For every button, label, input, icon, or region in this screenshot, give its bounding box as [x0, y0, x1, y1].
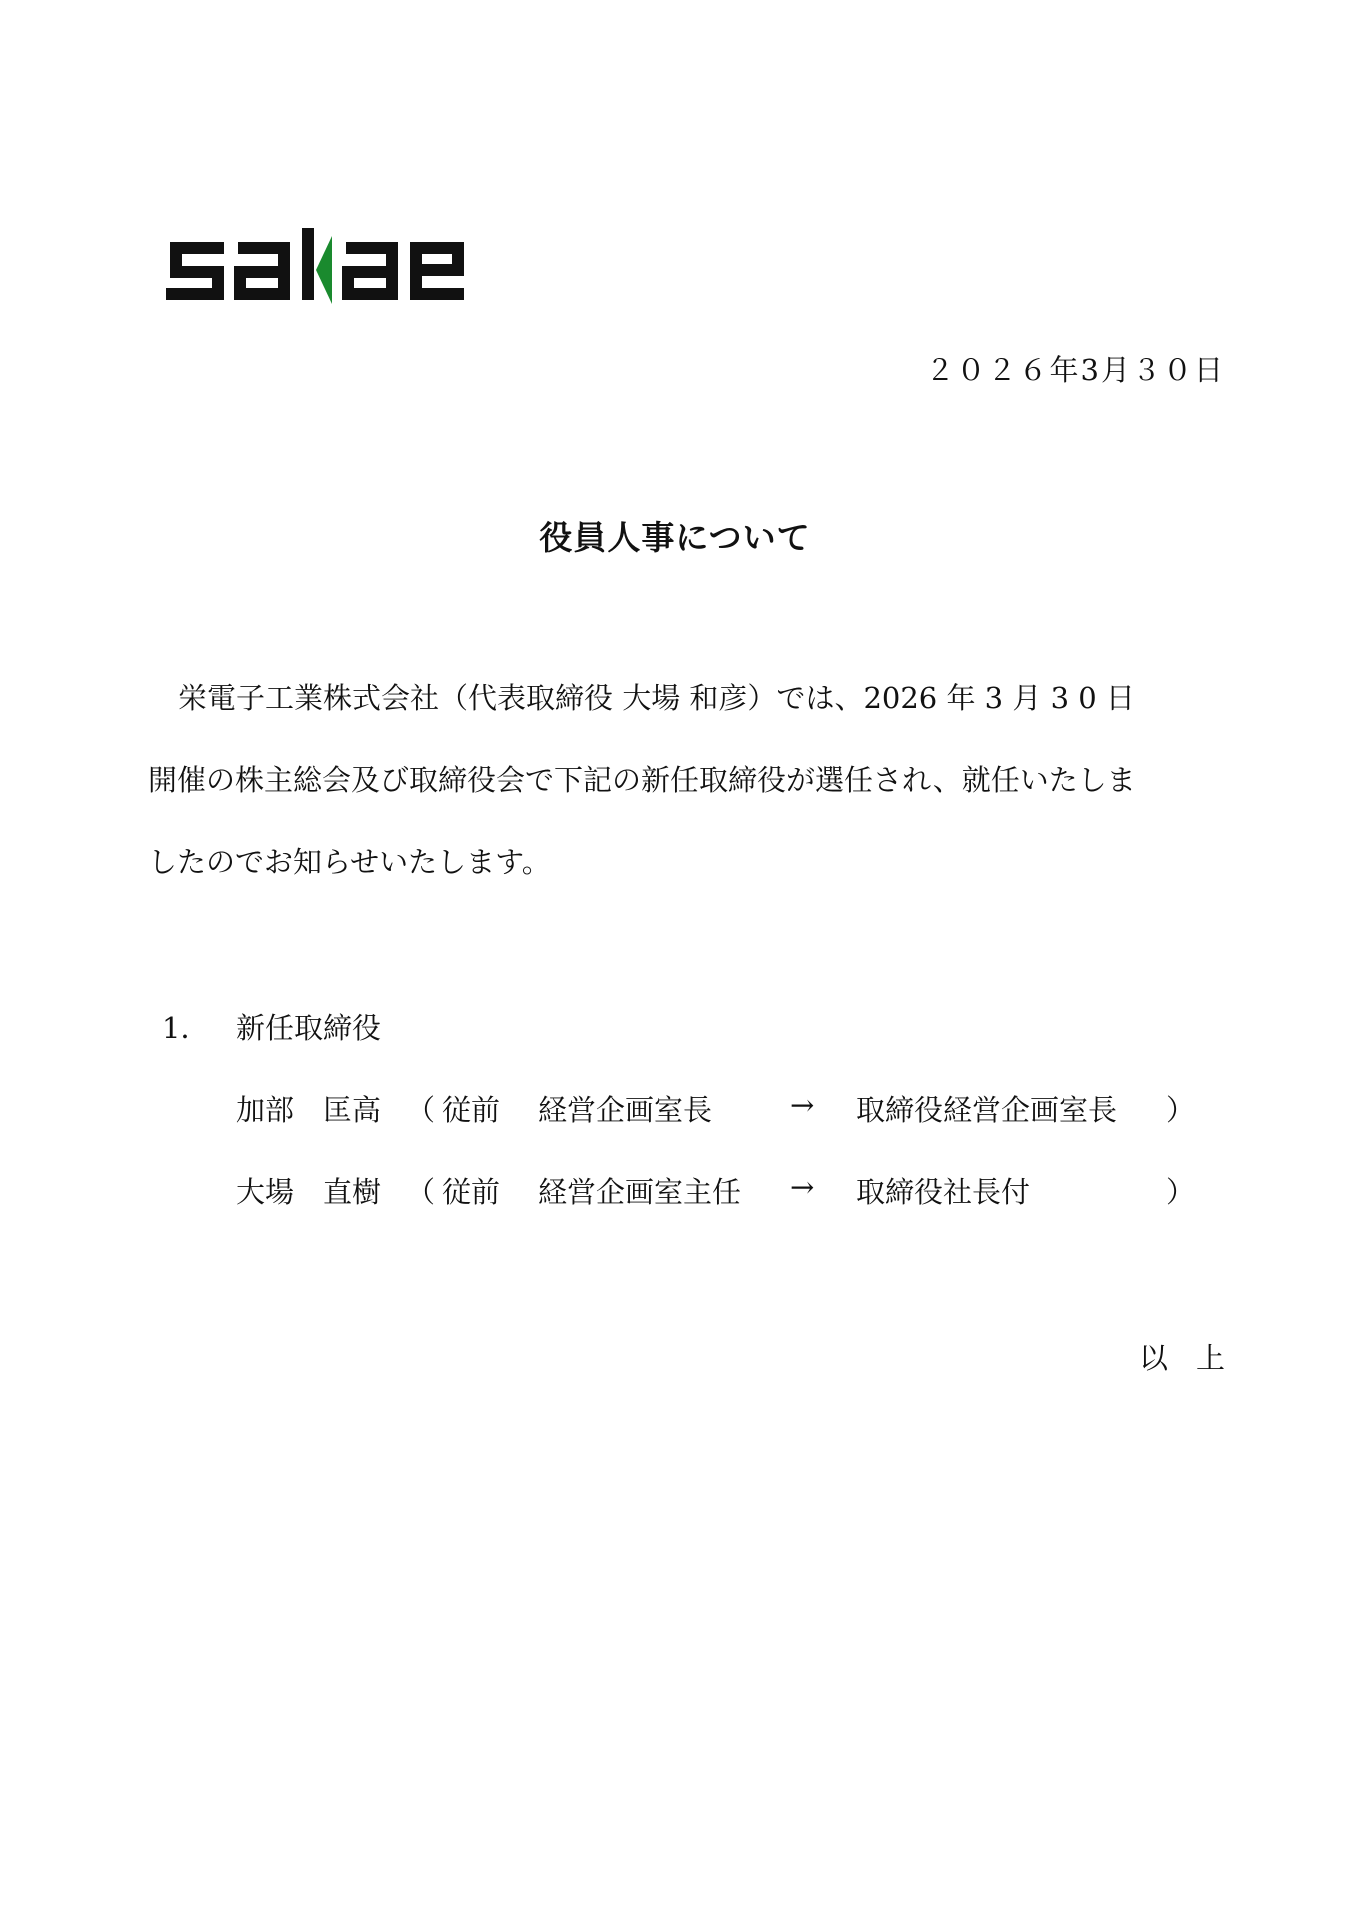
sakae-logo [162, 228, 468, 312]
section-heading-text: 新任取締役 [236, 1011, 382, 1045]
logo-letter-e [410, 242, 464, 300]
close-paren: ） [1166, 1093, 1196, 1127]
close-paren: ） [1166, 1175, 1196, 1209]
section-heading [162, 1006, 381, 1047]
open-paren: （ [406, 1093, 436, 1127]
new-position: 取締役経営企画室長 [856, 1093, 1118, 1127]
prior-label: 従前 [442, 1175, 501, 1209]
paragraph-line-3: したのでお知らせいたします。 [148, 845, 551, 879]
appointment-row [236, 1170, 1196, 1210]
appointee-name: 加部 匡高 [236, 1093, 382, 1127]
new-position: 取締役社長付 [856, 1175, 1031, 1209]
appointment-row [236, 1088, 1196, 1128]
document-date: ２０２６年3月３０日 [925, 353, 1225, 387]
arrow-icon: → [790, 1088, 815, 1122]
paragraph-line-1: 栄電子工業株式会社（代表取締役 大場 和彦）では、2026 年 3 月 3 0 日 [178, 681, 1135, 715]
prior-position: 経営企画室主任 [538, 1175, 742, 1209]
appointee-name: 大場 直樹 [236, 1175, 382, 1209]
paragraph-line-2: 開催の株主総会及び取締役会で下記の新任取締役が選任され、就任いたしま [148, 763, 1136, 797]
prior-position: 経営企画室長 [538, 1093, 713, 1127]
prior-label: 従前 [442, 1093, 501, 1127]
closing-mark: 以上 [1138, 1341, 1253, 1375]
logo-letter-k-stem [302, 228, 314, 300]
logo-letter-s [166, 242, 224, 300]
logo-letter-k-green [316, 236, 332, 304]
document-title: 役員人事について [539, 518, 811, 557]
section-number: 1． [162, 1011, 210, 1045]
logo-letter-a [234, 242, 290, 300]
arrow-icon: → [790, 1170, 815, 1204]
logo-letter-a-2 [342, 242, 398, 300]
open-paren: （ [406, 1175, 436, 1209]
